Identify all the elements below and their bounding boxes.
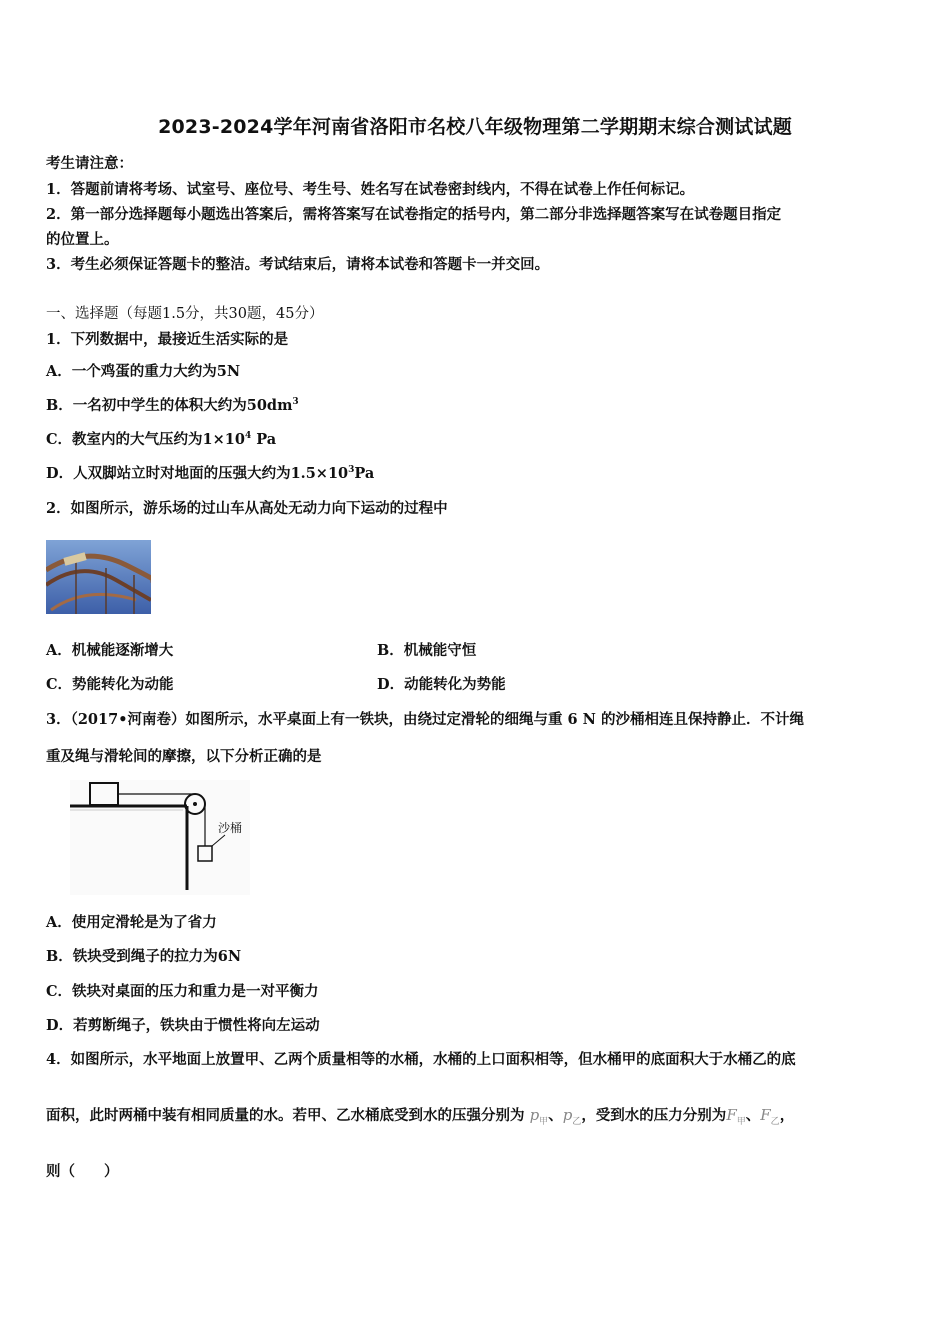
notice-item-3: 3．考生必须保证答题卡的整洁。考试结束后，请将本试卷和答题卡一并交回。 (46, 256, 550, 273)
q3-stem-line2: 重及绳与滑轮间的摩擦，以下分析正确的是 (46, 748, 322, 765)
q2-option-a: A．机械能逐渐增大 (46, 642, 174, 659)
q2-option-d: D．动能转化为势能 (377, 676, 506, 693)
f-jia-symbol: $F_甲$ (726, 1106, 746, 1127)
pulley-diagram (70, 780, 250, 895)
roller-coaster-image (46, 540, 151, 614)
q1-stem: 1．下列数据中，最接近生活实际的是 (46, 331, 289, 348)
notice-item-1: 1．答题前请将考场、试室号、座位号、考生号、姓名写在试卷密封线内，不得在试卷上作任何标记。 (46, 181, 695, 198)
q2-stem: 2．如图所示，游乐场的过山车从高处无动力向下运动的过程中 (46, 500, 448, 517)
notice-item-2-cont: 的位置上。 (46, 231, 119, 248)
q1-option-a: A．一个鸡蛋的重力大约为5N (46, 363, 241, 380)
p-yi-symbol: $p_乙$ (562, 1106, 582, 1127)
q2-option-b: B．机械能守恒 (377, 642, 477, 659)
q1-option-d: D．人双脚站立时对地面的压强大约为$1.5\times 10^3Pa$ (46, 465, 375, 482)
q4-stem-line3: 则（ ） (46, 1163, 119, 1180)
q4-stem-line1: 4．如图所示，水平地面上放置甲、乙两个质量相等的水桶，水桶的上口面积相等，但水桶甲的底面积大于水桶乙的底 (46, 1051, 796, 1068)
q3-option-b: B．铁块受到绳子的拉力为6N (46, 948, 242, 965)
q3-stem-line1: 3．（2017•河南卷）如图所示，水平桌面上有一铁块，由绕过定滑轮的细绳与重 6 N 的沙桶相连且保持静止．不计绳 (46, 711, 804, 728)
q3-option-d: D．若剪断绳子，铁块由于惯性将向左运动 (46, 1017, 320, 1034)
q4-stem-line2: 面积，此时两桶中装有相同质量的水。若甲、乙水桶底受到水的压强分别为 $p_甲$、$p_乙$，受到水的压力分别为$F_甲$、$F_乙$， (46, 1106, 795, 1127)
q2-option-c: C．势能转化为动能 (46, 676, 174, 693)
section-heading: 一、选择题（每题1.5分，共30题，45分） (46, 306, 324, 322)
page-title: 2023-2024学年河南省洛阳市名校八年级物理第二学期期末综合测试试题 (158, 116, 792, 138)
notice-item-2: 2．第一部分选择题每小题选出答案后，需将答案写在试卷指定的括号内，第二部分非选择题答案写在试卷题目指定 (46, 206, 782, 223)
sand-bucket-label: 沙桶 (218, 821, 243, 835)
f-yi-symbol: $F_乙$ (760, 1106, 780, 1127)
q3-option-a: A．使用定滑轮是为了省力 (46, 914, 217, 931)
q3-option-c: C．铁块对桌面的压力和重力是一对平衡力 (46, 983, 319, 1000)
notice-heading: 考生请注意： (46, 155, 133, 172)
q1-option-c: C．教室内的大气压约为$1\times 10^4$ Pa (46, 431, 277, 448)
p-jia-symbol: $p_甲$ (529, 1106, 549, 1127)
q1-option-b: B．一名初中学生的体积大约为$50dm^3$ (46, 397, 299, 414)
